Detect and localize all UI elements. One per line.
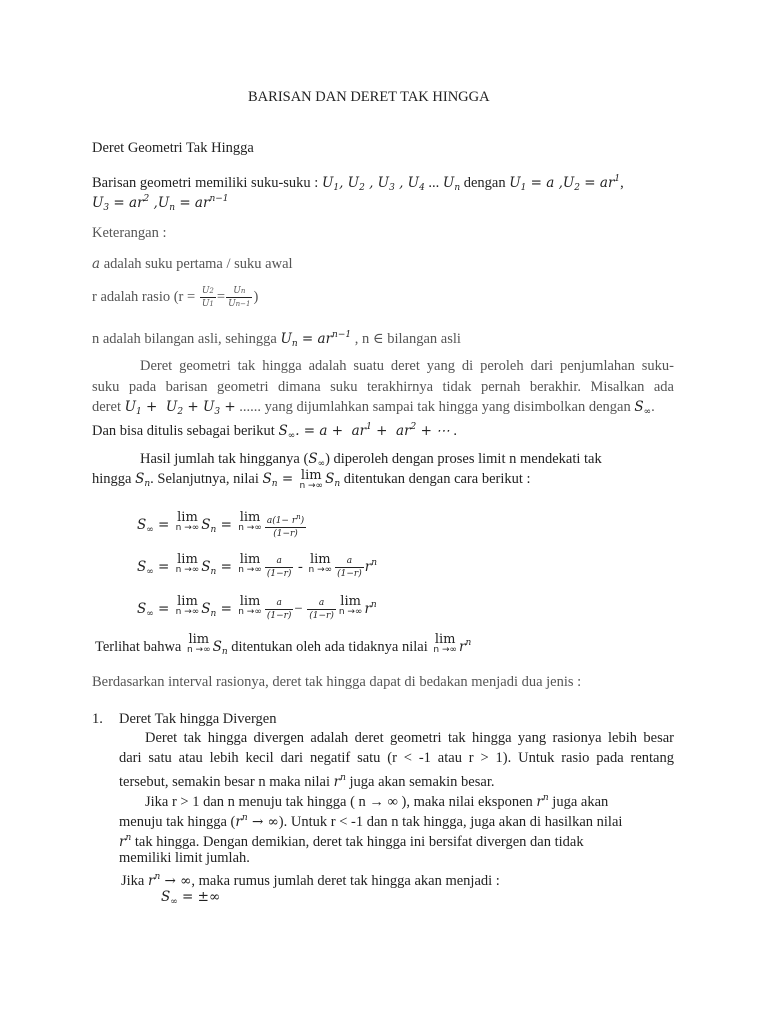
r-definition: r adalah rasio (r = $\frac{U2}{U1}$ = $\frac{Un}{Un-1}$ ) — [92, 286, 259, 309]
terlihat-line: Terlihat bahwa lim n →∞ $S_n$ ditentukan oleh ada tidaknya nilai lim n →∞ $r^n$ — [95, 632, 472, 657]
item1-line-3: tersebut, semakin besar n maka nilai $r^n$ juga akan semakin besar. — [119, 773, 495, 790]
equation-1: $S_\infty = \lim$ n →∞ $S_n = \lim$ n →∞ $\frac{a(1- r^n)}{(1-r)}$ — [137, 510, 305, 539]
item1-heading: Deret Tak hingga Divergen — [119, 711, 277, 727]
item1-line-1: Deret tak hingga divergen adalah deret geometri tak hingga yang rasionya lebih besar — [145, 730, 674, 746]
section-title: Deret Geometri Tak Hingga — [92, 140, 254, 156]
item1-line-7: memiliki limit jumlah. — [119, 850, 250, 866]
para2-line-2: hingga $S_n$. Selanjutnya, nilai $S_n = \lim$ n →∞ $S_n$ ditentukan dengan cara berikut : — [92, 468, 531, 491]
n-definition: n adalah bilangan asli, sehingga $U_n = ar^{n-1}$ , n ∈ bilangan asli — [92, 330, 461, 349]
berdasarkan-line: Berdasarkan interval rasionya, deret tak hingga dapat di bedakan menjadi dua jenis : — [92, 674, 582, 690]
para1-line-1: Deret geometri tak hingga adalah suatu deret yang di peroleh dari penjumlahan suku- — [140, 358, 674, 374]
equation-3: $S_\infty = \lim$ n →∞ $S_n = \lim$ n →∞ $\frac{a}{(1-r)}$ − $\frac{a}{(1-r)}$ lim n →∞ $r^n$ — [137, 594, 377, 622]
item1-line-8: Jika $r^n$ → ∞, maka rumus jumlah deret tak hingga akan menjadi : — [121, 872, 500, 889]
intro-dots: ... — [424, 175, 443, 191]
keterangan-label: Keterangan : — [92, 225, 167, 241]
document-title: BARISAN DAN DERET TAK HINGGA — [248, 89, 490, 105]
item1-line-2: dari satu atau lebih kecil dari negatif satu (r < -1 atau r > 1). Untuk rasio pada rentang — [119, 750, 674, 766]
item1-number: 1. — [92, 711, 103, 727]
para1-line-4: Dan bisa ditulis sebagai berikut $S_\infty$. = $a + ar^1 + ar^2$ + ⋯ . — [92, 422, 457, 441]
item1-line-5: menuju tak hingga ($r^n$ → ∞). Untuk r < -1 dan n tak hingga, juga akan di hasilkan nilai — [119, 813, 623, 830]
para2-line-1: Hasil jumlah tak hingganya $(S_\infty)$ diperoleh dengan proses limit n mendekati tak — [140, 451, 602, 469]
para1-line-2: suku pada barisan geometri dimana suku terakhirnya tidak pernah berakhir. Misalkan ada — [92, 379, 674, 395]
equation-2: $S_\infty = \lim$ n →∞ $S_n = \lim$ n →∞ $\frac{a}{(1-r)}$ - lim n →∞ $\frac{a}{(1-r)}$ $r^n$ — [137, 552, 377, 580]
intro-line-1: Barisan geometri memiliki suku-suku : $U_1$, $U_2$ , $U_3$ , $U_4$ ... $U_n$ dengan $U_1 = a$ $,U_2 = ar^1$, — [92, 174, 624, 193]
item1-result: $S_\infty$ = ±∞ — [161, 889, 221, 907]
item1-line-6: $r^n$ tak hingga. Dengan demikian, deret tak hingga ini bersifat divergen dan tidak — [119, 833, 584, 850]
intro-text-2: dengan — [460, 175, 510, 191]
a-definition: a adalah suku pertama / suku awal — [92, 256, 293, 272]
para1-line-3: deret $U_1 + U_2 + U_3$ + ...... yang dijumlahkan sampai tak hingga yang disimbolkan dengan $S_\infty$. — [92, 399, 655, 417]
item1-line-4: Jika r > 1 dan n menuju tak hingga ( n → ∞ ), maka nilai eksponen $r^n$ juga akan — [145, 793, 609, 810]
intro-text-1: Barisan geometri memiliki suku-suku : — [92, 175, 322, 191]
intro-line-2: $U_3 = ar^2$ $,U_n = ar^{n-1}$ — [92, 194, 229, 213]
